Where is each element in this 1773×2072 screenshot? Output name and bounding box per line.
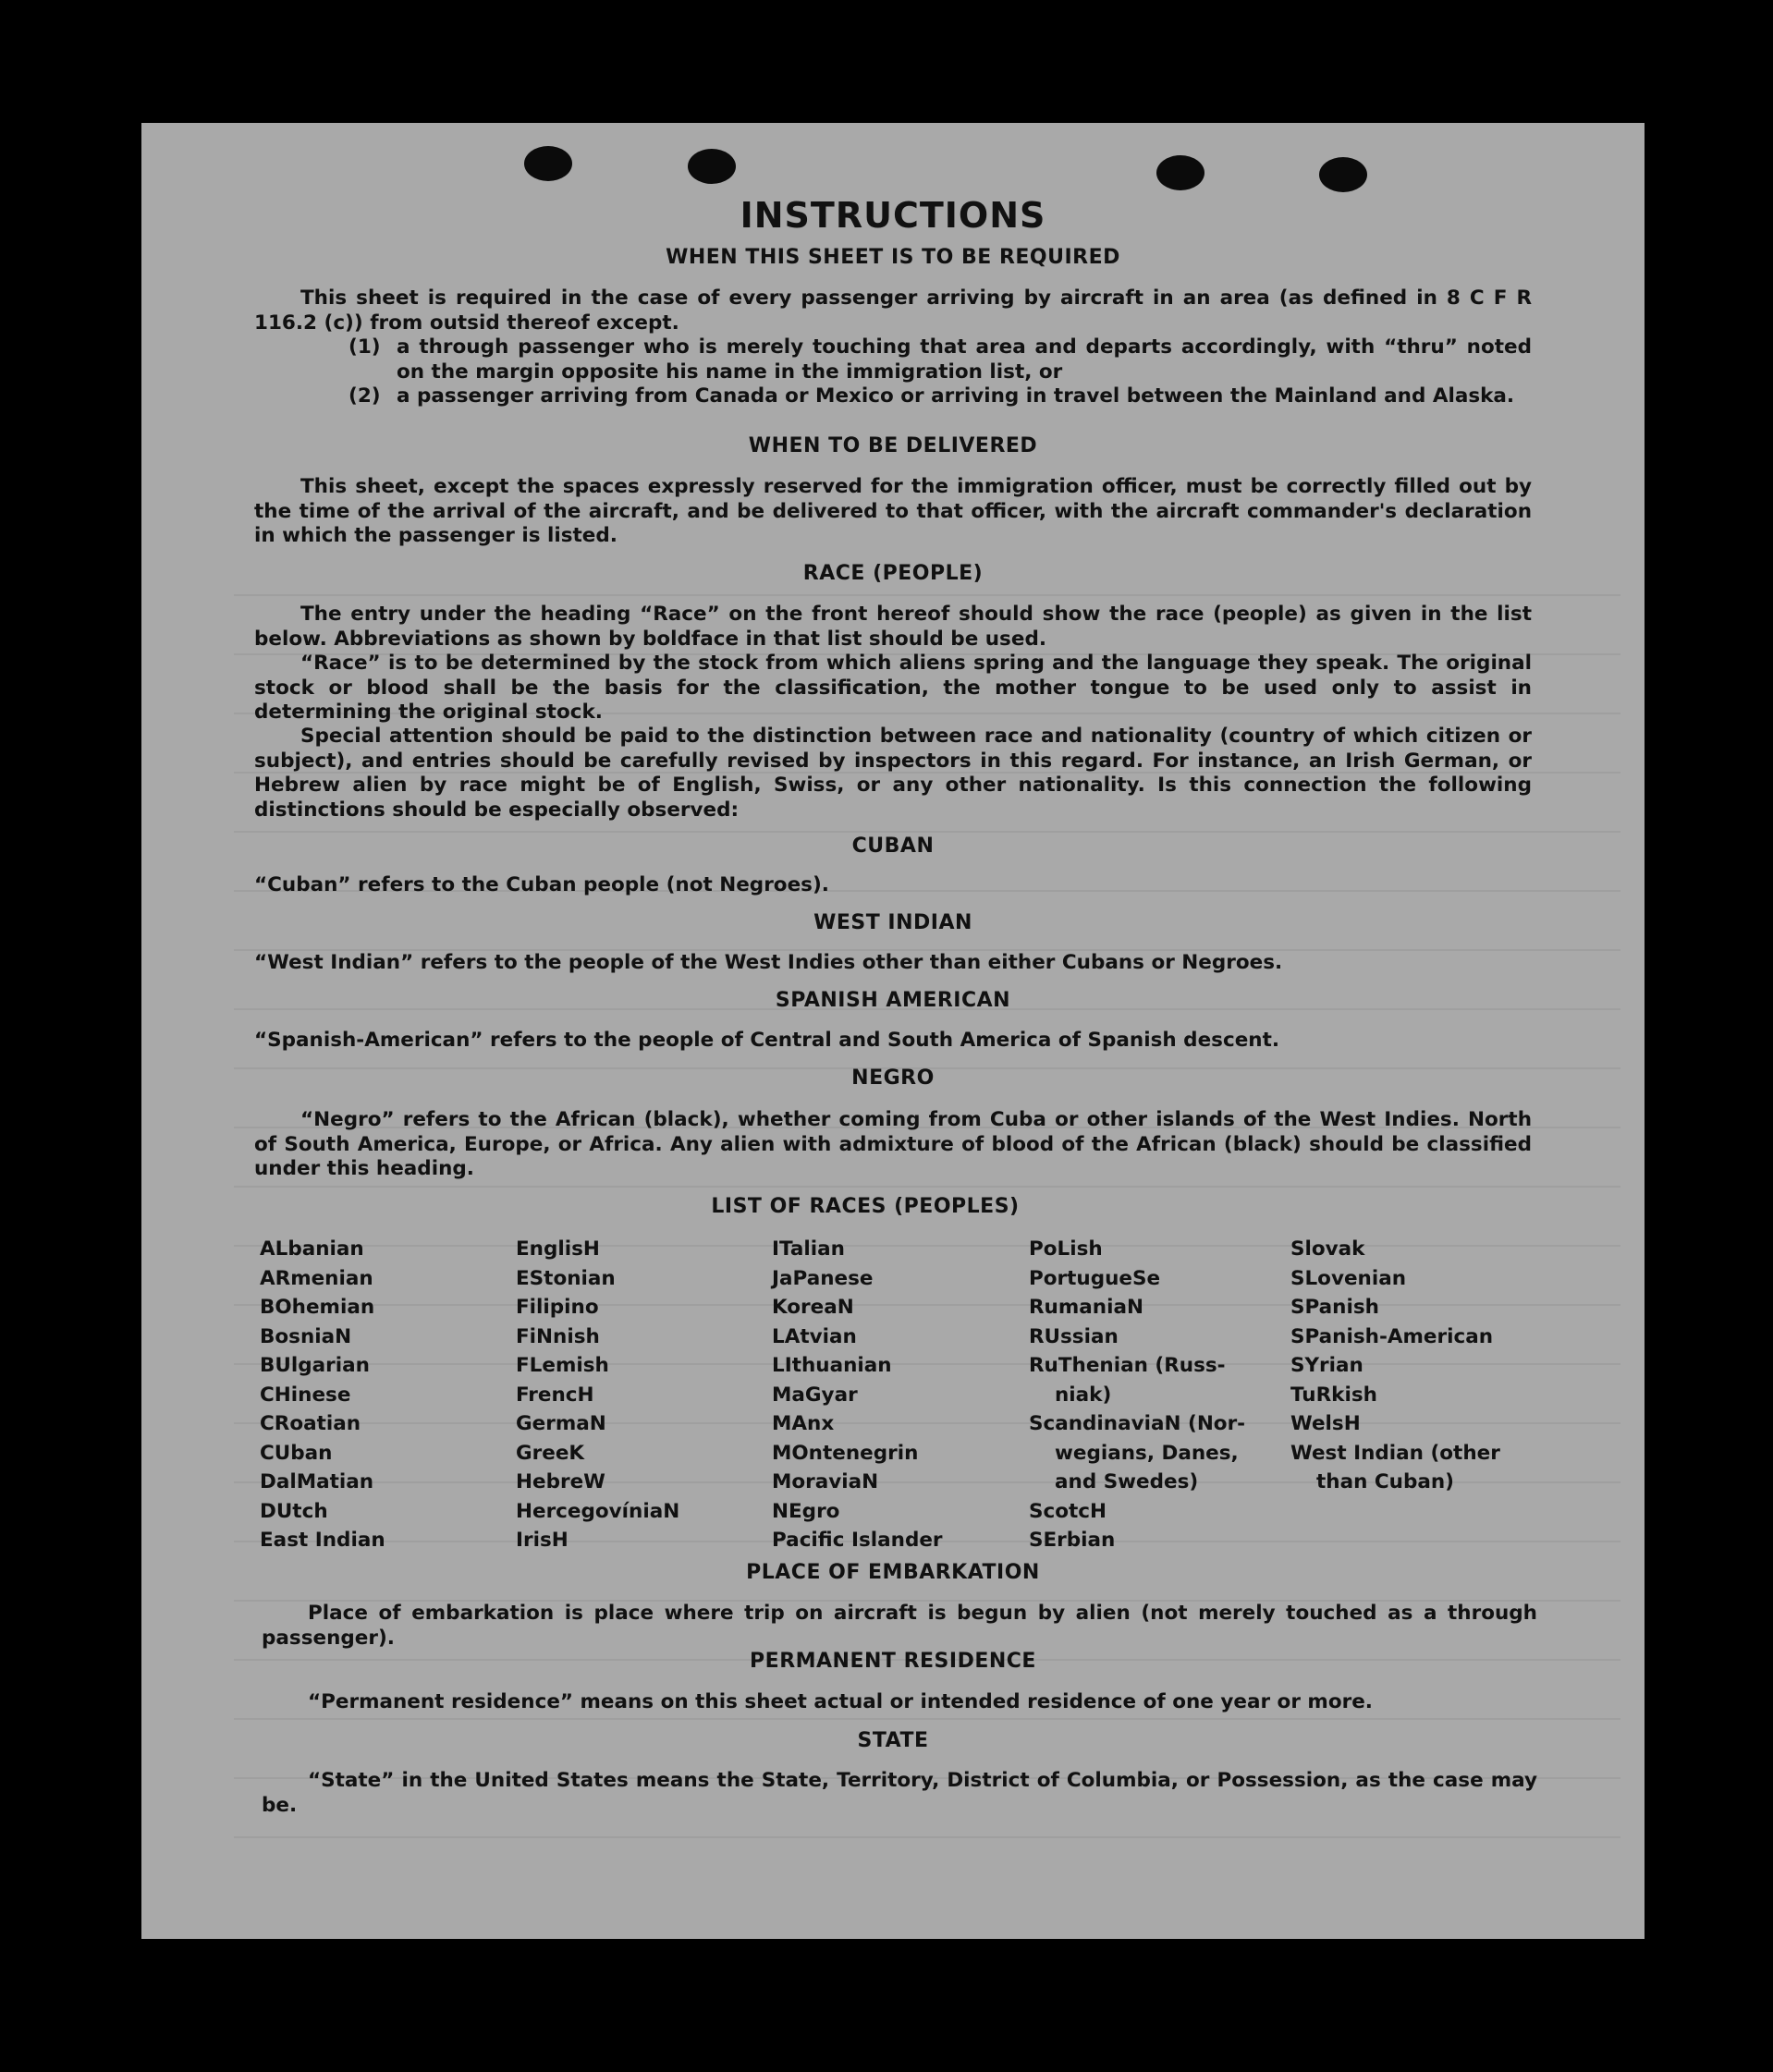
punch-hole (1319, 157, 1367, 192)
paragraph-race-3: Special attention should be paid to the distinction between race and nationality (country of which citizen or subject), and entries should be carefully revised by inspectors in this regard. For instance, an Irish German, or Hebrew alien by race might be of English, Swiss, or any other nationality. Is this connection the following distinctions should be especially observed: (254, 725, 1532, 822)
paragraph-west-indian: “West Indian” refers to the people of the West Indies other than either Cubans or Negroes. (254, 951, 1283, 974)
race-item: LAtvian (772, 1324, 857, 1348)
paragraph-embarkation: Place of embarkation is place where trip on aircraft is begun by alien (not merely touched as a through passenger). (262, 1602, 1537, 1650)
race-item: SYrian (1290, 1354, 1363, 1377)
race-item: ITalian (772, 1237, 845, 1261)
race-item: CUban (260, 1441, 333, 1465)
races-column-1 (260, 1235, 500, 1555)
race-item: RUssian (1029, 1324, 1119, 1348)
item-text-1: a through passenger who is merely touching that area and departs accordingly, with “thru” noted on the margin opposite his name in the immigration list, or (397, 335, 1532, 384)
race-item: TuRkish (1290, 1383, 1377, 1407)
race-item: East Indian (260, 1529, 385, 1552)
race-item: FiNnish (516, 1324, 600, 1348)
race-item: IrisH (516, 1529, 569, 1552)
heading-when-delivered: WHEN TO BE DELIVERED (748, 434, 1038, 457)
paragraph-spanish-american: “Spanish-American” refers to the people of Central and South America of Spanish descent. (254, 1029, 1280, 1052)
race-item: NEgro (772, 1499, 840, 1523)
race-item: BosniaN (260, 1324, 352, 1348)
race-item: FLemish (516, 1354, 609, 1377)
heading-permanent-residence: PERMANENT RESIDENCE (750, 1650, 1036, 1673)
paragraph-state: “State” in the United States means the State, Territory, District of Columbia, or Possession, as the case may be. (262, 1769, 1537, 1817)
paragraph-race-2: “Race” is to be determined by the stock from which aliens spring and the language they speak. The original stock or blood shall be the basis for the classification, the mother tongue to be used only to assist in determining the original stock. (254, 652, 1532, 724)
item-number-1: (1) (348, 335, 381, 359)
race-item: MAnx (772, 1412, 835, 1435)
race-item: HercegovíniaN (516, 1499, 680, 1523)
race-item: CHinese (260, 1383, 351, 1407)
page-title: INSTRUCTIONS (740, 195, 1046, 236)
race-item: KoreaN (772, 1296, 854, 1319)
heading-race: RACE (PEOPLE) (802, 562, 984, 585)
race-item: JaPanese (772, 1266, 874, 1290)
race-item: DUtch (260, 1499, 328, 1523)
race-item: ScandinaviaN (Nor- (1029, 1412, 1246, 1435)
races-column-4 (1029, 1235, 1278, 1555)
race-item: PortugueSe (1029, 1266, 1161, 1290)
races-column-3 (772, 1235, 1021, 1555)
race-item: ARmenian (260, 1266, 373, 1290)
punch-hole (1156, 155, 1204, 190)
race-item: LIthuanian (772, 1354, 892, 1377)
paragraph-negro: “Negro” refers to the African (black), whether coming from Cuba or other islands of the West Indies. North of South America, Europe, or Africa. Any alien with admixture of blood of the African (black) should be classified under this heading. (254, 1108, 1532, 1180)
document-sheet (141, 123, 1645, 1939)
heading-place-of-embarkation: PLACE OF EMBARKATION (746, 1561, 1040, 1584)
paragraph-race-1: The entry under the heading “Race” on the front hereof should show the race (people) as given in the list below. Abbreviations as shown by boldface in that list should be used. (254, 603, 1532, 651)
race-item: Filipino (516, 1296, 599, 1319)
race-item: BOhemian (260, 1296, 375, 1319)
heading-cuban: CUBAN (851, 835, 935, 858)
paragraph-required-intro: This sheet is required in the case of every passenger arriving by aircraft in an area (as defined in 8 C F R 116.2 (c)) from outsid thereof except. (254, 286, 1532, 335)
punch-hole (524, 146, 572, 181)
race-item: Slovak (1290, 1237, 1365, 1261)
heading-state: STATE (857, 1729, 929, 1752)
race-item-continued: than Cuban) (1316, 1470, 1454, 1493)
race-item: HebreW (516, 1470, 605, 1493)
races-column-5 (1290, 1235, 1540, 1497)
paragraph-delivered: This sheet, except the spaces expressly reserved for the immigration officer, must be correctly filled out by the time of the arrival of the aircraft, and be delivered to that officer, with the aircraft commander's declaration in which the passenger is listed. (254, 475, 1532, 547)
paragraph-permanent-residence: “Permanent residence” means on this sheet actual or intended residence of one year or more. (308, 1690, 1373, 1713)
item-number-2: (2) (348, 384, 381, 408)
race-item-continued: and Swedes) (1055, 1470, 1199, 1493)
race-item: MOntenegrin (772, 1441, 919, 1465)
heading-when-required: WHEN THIS SHEET IS TO BE REQUIRED (666, 246, 1120, 269)
race-item: SPanish (1290, 1296, 1379, 1319)
race-item-continued: niak) (1055, 1383, 1112, 1407)
race-item: WelsH (1290, 1412, 1361, 1435)
punch-hole (688, 149, 736, 184)
race-item: SLovenian (1290, 1266, 1407, 1290)
race-item: SErbian (1029, 1529, 1116, 1552)
race-item: MoraviaN (772, 1470, 879, 1493)
race-item: RumaniaN (1029, 1296, 1143, 1319)
races-column-2 (516, 1235, 756, 1555)
race-item: RuThenian (Russ- (1029, 1354, 1226, 1377)
heading-list-of-races: LIST OF RACES (PEOPLES) (711, 1195, 1020, 1218)
race-item: BUlgarian (260, 1354, 370, 1377)
heading-spanish-american: SPANISH AMERICAN (775, 989, 1011, 1012)
paragraph-cuban: “Cuban” refers to the Cuban people (not Negroes). (254, 873, 829, 896)
race-item: PoLish (1029, 1237, 1103, 1261)
race-item: GermaN (516, 1412, 606, 1435)
race-item: GreeK (516, 1441, 585, 1465)
race-item: EnglisH (516, 1237, 600, 1261)
race-item: EStonian (516, 1266, 616, 1290)
item-text-2: a passenger arriving from Canada or Mexico or arriving in travel between the Mainland and Alaska. (397, 384, 1515, 408)
race-item-continued: wegians, Danes, (1055, 1441, 1239, 1465)
race-item: FrencH (516, 1383, 594, 1407)
race-item: DalMatian (260, 1470, 374, 1493)
race-item: Pacific Islander (772, 1529, 943, 1552)
race-item: MaGyar (772, 1383, 858, 1407)
race-item: West Indian (other (1290, 1441, 1500, 1465)
race-item: ALbanian (260, 1237, 364, 1261)
heading-west-indian: WEST INDIAN (813, 911, 972, 934)
race-item: CRoatian (260, 1412, 361, 1435)
race-item: SPanish-American (1290, 1324, 1494, 1348)
heading-negro: NEGRO (851, 1066, 935, 1090)
race-item: ScotcH (1029, 1499, 1107, 1523)
